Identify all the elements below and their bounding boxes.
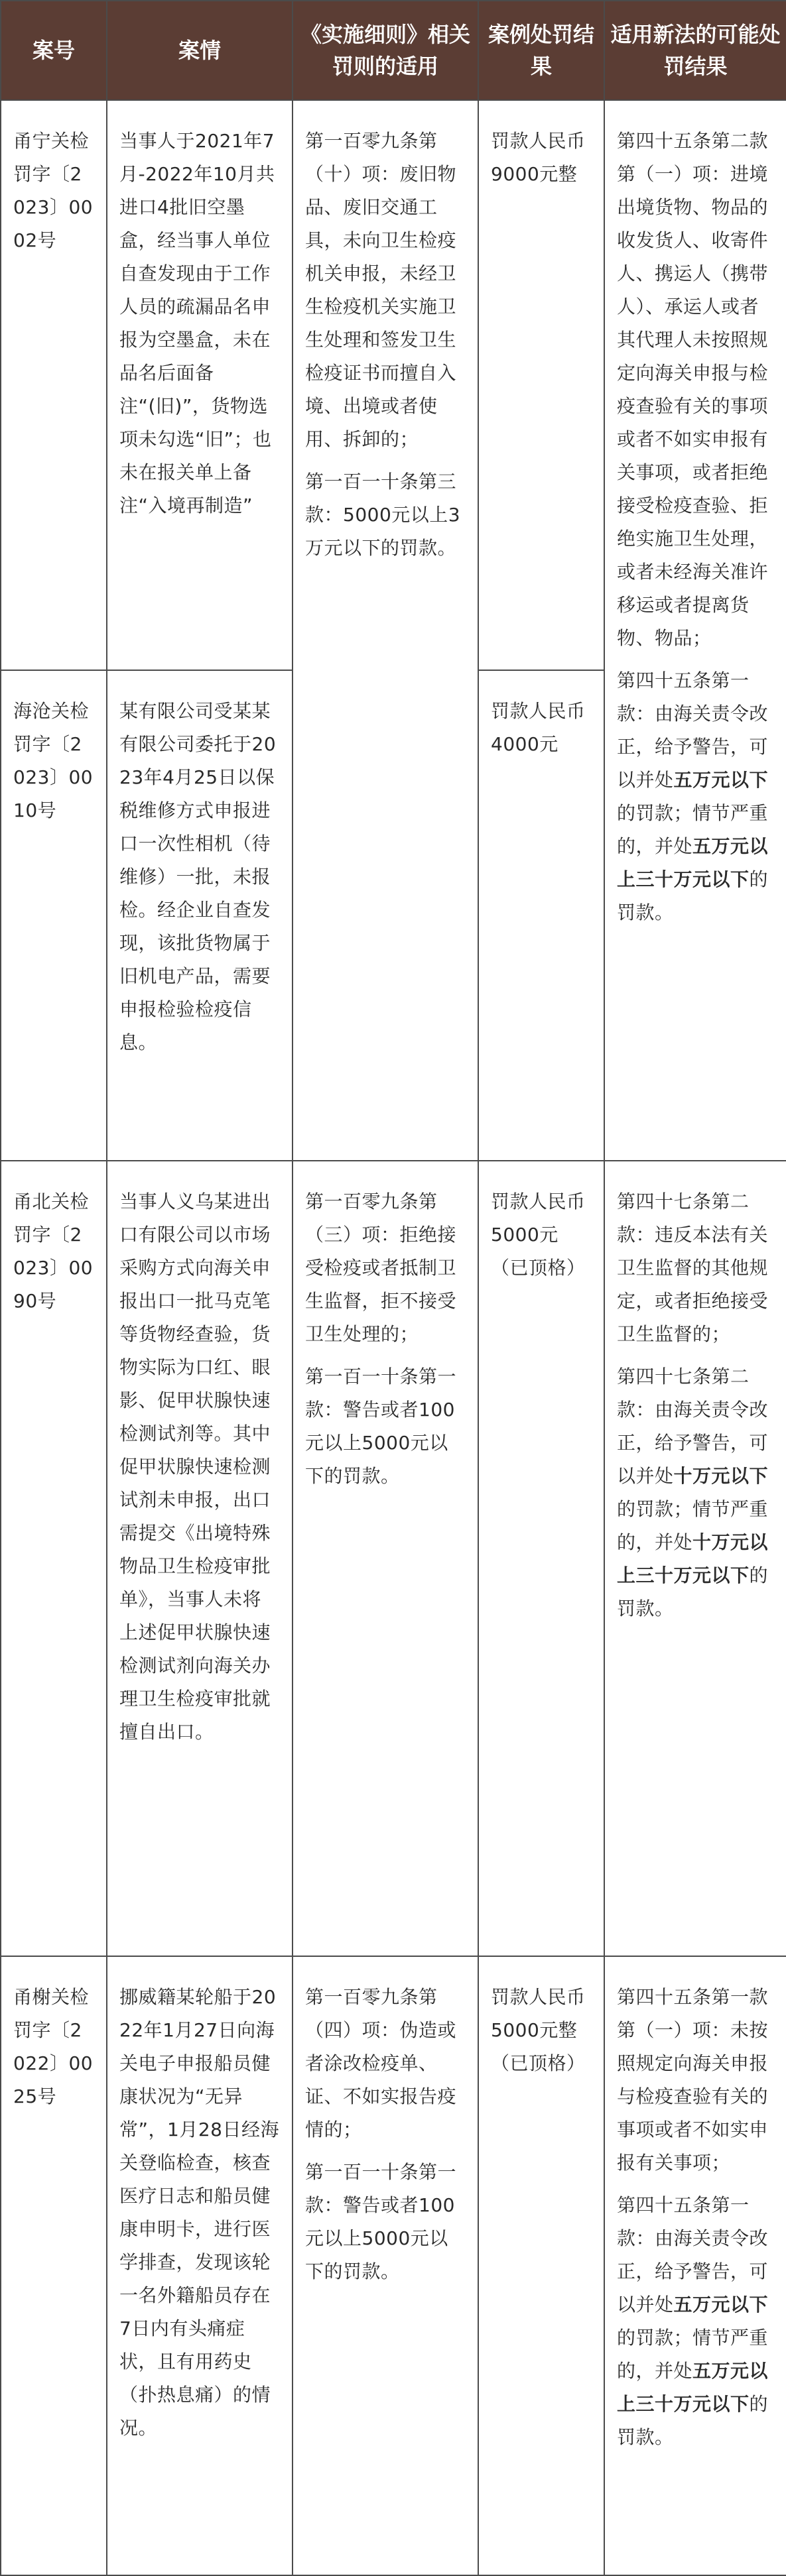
case-facts-cell: 当事人于2021年7月-2022年10月共进口4批旧空墨盒，经当事人单位自查发现由于工作人员的疏漏品名申报为空墨盒，未在品名后面备注“(旧)”，货物选项未勾选“旧”；也未在报关单上备注“入境再制造” [107,100,293,670]
rule-paragraph: 第一百零九条第（十）项：废旧物品、废旧交通工具，未向卫生检疫机关申报，未经卫生检疫机关实施卫生处理和签发卫生检疫证书而擅自入境、出境或者使用、拆卸的； [305,130,457,450]
header-rule: 《实施细则》相关罚则的适用 [293,1,478,100]
case-number-cell: 海沧关检罚字〔2023〕0010号 [1,670,107,1161]
new-law-cell [604,1956,786,2575]
case-facts-cell: 挪威籍某轮船于2022年1月27日向海关电子申报船员健康状况为“无异常”，1月28日经海关登临检查，核查医疗日志和船员健康申明卡，进行医学排查，发现该轮一名外籍船员存在7日内有头痛症状，且有用药史（扑热息痛）的情况。 [107,1956,293,2575]
new-law-cell [604,100,786,1161]
fine-amount-bold: 五万元以下 [673,2294,769,2315]
new-law-text: 的罚款。 [617,2393,769,2448]
new-law-cell [604,1161,786,1956]
fine-amount-bold: 五万元以上三十万元以下 [617,2360,769,2415]
rule-paragraph: 第一百一十条第一款：警告或者100元以上5000元以下的罚款。 [305,1366,457,1487]
new-law-text: 第四十五条第一款：由海关责令改正，给予警告，可以并处 [617,670,769,791]
new-law-paragraph [617,2189,774,2454]
new-law-text: 的罚款。 [617,1564,769,1619]
new-law-text: 的罚款；情节严重的，并处 [617,1498,769,1553]
table-row [1,1161,786,1956]
case-number-cell: 甬北关检罚字〔2023〕0090号 [1,1161,107,1956]
case-facts-cell: 当事人义乌某进出口有限公司以市场采购方式向海关申报出口一批马克笔等货物经查验，货物实际为口红、眼影、促甲状腺快速检测试剂等。其中促甲状腺快速检测试剂未申报，出口需提交《出境特殊物品卫生检疫审批单》，当事人未将上述促甲状腺快速检测试剂向海关办理卫生检疫审批就擅自出口。 [107,1161,293,1956]
new-law-text: 的罚款；情节严重的，并处 [617,802,769,857]
penalty-cell: 罚款人民币5000元整（已顶格） [478,1956,604,2575]
case-number-cell: 甬宁关检罚字〔2023〕0002号 [1,100,107,670]
table-row [1,100,786,670]
new-law-paragraph: 第四十五条第二款第（一）项：进境出境货物、物品的收发货人、收寄件人、携运人（携带人）、承运人或者其代理人未按照规定向海关申报与检疫查验有关的事项或者不如实申报有关事项，或者拒绝接受检疫查验、拒绝实施卫生处理，或者未经海关准许移运或者提离货物、物品； [617,130,769,649]
fine-amount-bold: 十万元以下 [673,1465,769,1487]
new-law-text: 的罚款。 [617,868,769,923]
fine-amount-bold: 五万元以上三十万元以下 [617,835,769,890]
new-law-text: 第四十五条第一款：由海关责令改正，给予警告，可以并处 [617,2194,769,2315]
rule-cell [293,1161,478,1956]
new-law-paragraph: 第四十五条第一款第（一）项：未按照规定向海关申报与检疫查验有关的事项或者不如实申报有关事项； [617,1986,769,2174]
header-penalty: 案例处罚结果 [478,1,604,100]
header-new-law: 适用新法的可能处罚结果 [604,1,786,100]
header-case-no: 案号 [1,1,107,100]
rule-paragraph: 第一百一十条第三款：5000元以上3万元以下的罚款。 [305,471,461,559]
fine-amount-bold: 五万元以下 [673,769,769,791]
fine-amount-bold: 十万元以上三十万元以下 [617,1531,769,1586]
table-header-row [1,1,786,100]
penalty-cell: 罚款人民币4000元 [478,670,604,1161]
rule-cell [293,1956,478,2575]
rule-paragraph: 第一百一十条第一款：警告或者100元以上5000元以下的罚款。 [305,2161,457,2282]
penalty-cell: 罚款人民币5000元（已顶格） [478,1161,604,1956]
table-row [1,1956,786,2575]
new-law-text: 第四十七条第二款：由海关责令改正，给予警告，可以并处 [617,1366,769,1487]
rule-cell [293,100,478,1161]
new-law-paragraph: 第四十七条第二款：违反本法有关卫生监督的其他规定，或者拒绝接受卫生监督的； [617,1191,769,1345]
new-law-paragraph [617,664,774,929]
rule-paragraph: 第一百零九条第（三）项：拒绝接受检疫或者抵制卫生监督，拒不接受卫生处理的； [305,1191,457,1345]
header-facts: 案情 [107,1,293,100]
penalty-cell: 罚款人民币9000元整 [478,100,604,670]
rule-paragraph: 第一百零九条第（四）项：伪造或者涂改检疫单、证、不如实报告疫情的； [305,1986,457,2140]
new-law-text: 的罚款；情节严重的，并处 [617,2327,769,2382]
case-facts-cell: 某有限公司受某某有限公司委托于2023年4月25日以保税维修方式申报进口一次性相机（待维修）一批，未报检。经企业自查发现，该批货物属于旧机电产品，需要申报检验检疫信息。 [107,670,293,1161]
case-number-cell: 甬榭关检罚字〔2022〕0025号 [1,1956,107,2575]
new-law-paragraph [617,1360,774,1625]
